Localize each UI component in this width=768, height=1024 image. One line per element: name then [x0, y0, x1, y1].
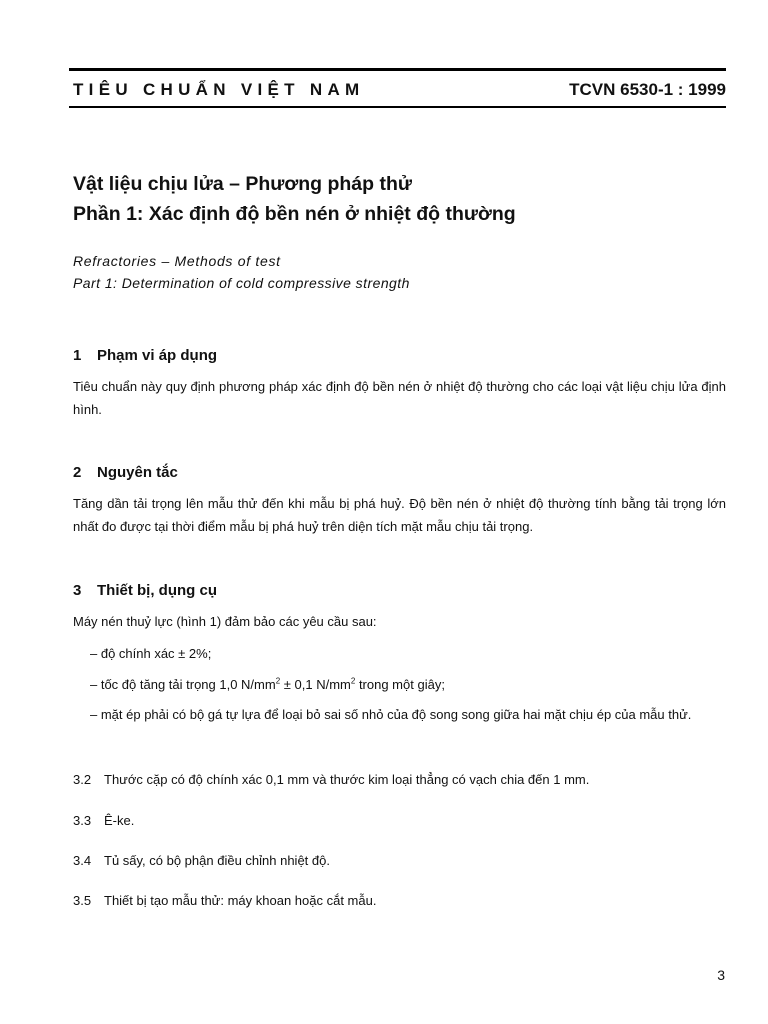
section-2-body: Tăng dần tải trọng lên mẫu thử đến khi mẫu bị phá huỷ. Độ bền nén ở nhiệt độ thường tính bằng tải trọng lớn nhất đo được tại thời điểm mẫu bị phá huỷ trên diện tích mặt mẫu chịu tải trọng. — [73, 496, 726, 534]
item-number: 3.5 — [73, 893, 92, 908]
section-title: Thiết bị, dụng cụ — [97, 582, 217, 599]
section-number: 1 — [73, 347, 82, 364]
unit-exponent: 2 — [350, 676, 356, 686]
requirement-self-aligning: – mặt ép phải có bộ gá tự lựa để loại bỏ sai số nhỏ của độ song song giữa hai mặt chịu ép của mẫu thử. — [90, 707, 692, 722]
title-en-line2: Part 1: Determination of cold compressive strength — [73, 275, 410, 291]
page-number: 3 — [717, 967, 725, 983]
item-number: 3.3 — [73, 813, 92, 828]
item-text: Tủ sấy, có bộ phận điều chỉnh nhiệt độ. — [104, 853, 330, 868]
title-en-line1: Refractories – Methods of test — [73, 253, 281, 269]
item-text: Thiết bị tạo mẫu thử: máy khoan hoặc cắt mẫu. — [104, 893, 377, 908]
section-3-heading — [73, 582, 217, 599]
header-rule-bottom — [69, 106, 726, 108]
item-number: 3.2 — [73, 772, 92, 787]
title-vi-line1: Vật liệu chịu lửa – Phương pháp thử — [73, 173, 413, 195]
section-1-body: Tiêu chuẩn này quy định phương pháp xác định độ bền nén ở nhiệt độ thường cho các loại vật liệu chịu lửa định hình. — [73, 379, 726, 417]
unit-exponent: 2 — [275, 676, 281, 686]
standard-code: TCVN 6530-1 : 1999 — [569, 80, 726, 99]
loading-rate-text-c: trong một giây; — [355, 677, 445, 692]
item-3-3 — [73, 813, 134, 828]
header-rule-top — [69, 68, 726, 71]
item-3-4 — [73, 853, 330, 868]
item-text: Thước cặp có độ chính xác 0,1 mm và thước kim loại thẳng có vạch chia đến 1 mm. — [104, 772, 590, 787]
section-title: Nguyên tắc — [97, 464, 178, 481]
loading-rate-text-b: ± 0,1 N/mm — [280, 677, 351, 692]
requirement-accuracy: – độ chính xác ± 2%; — [90, 646, 212, 661]
section-3-intro: Máy nén thuỷ lực (hình 1) đảm bảo các yêu cầu sau: — [73, 614, 377, 629]
requirement-loading-rate — [90, 677, 445, 692]
section-number: 2 — [73, 464, 82, 481]
item-text: Ê-ke. — [104, 813, 135, 828]
item-number: 3.4 — [73, 853, 92, 868]
section-1-heading — [73, 347, 217, 364]
section-number: 3 — [73, 582, 82, 599]
item-3-2 — [73, 772, 589, 787]
title-vi-line2: Phần 1: Xác định độ bền nén ở nhiệt độ thường — [73, 203, 516, 225]
section-2-heading — [73, 464, 178, 481]
item-3-5 — [73, 893, 376, 908]
section-title: Phạm vi áp dụng — [97, 347, 218, 364]
loading-rate-text-a: – tốc độ tăng tải trọng 1,0 N/mm — [90, 677, 276, 692]
standard-series-label: TIÊU CHUẨN VIỆT NAM — [73, 80, 365, 99]
